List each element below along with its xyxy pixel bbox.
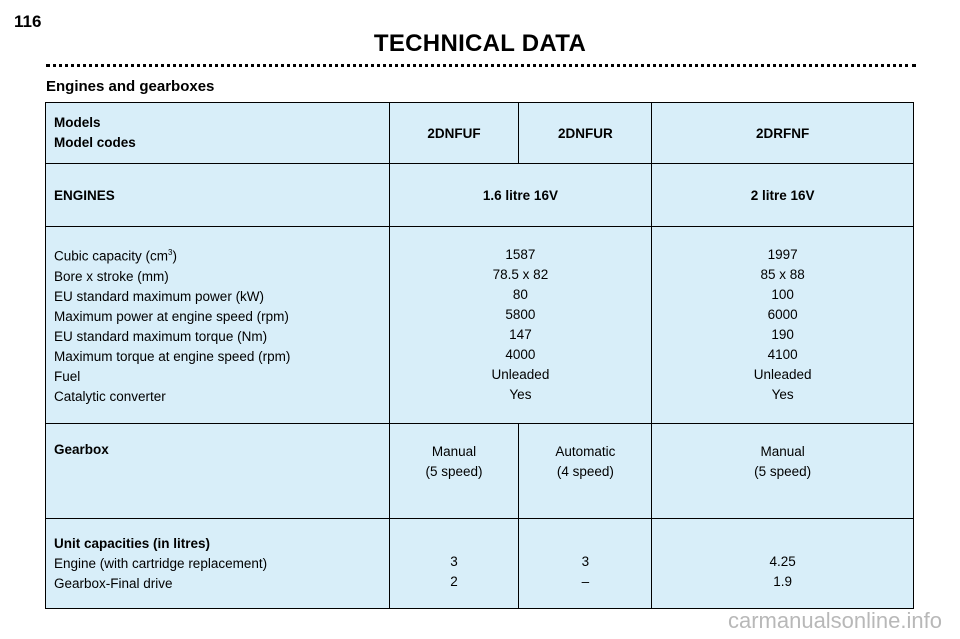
capacity-value: – — [581, 573, 590, 589]
page-title: TECHNICAL DATA — [373, 30, 587, 57]
gearbox-speeds: (4 speed) — [556, 464, 614, 479]
spec-value: 1587 — [505, 247, 536, 262]
capacity-label: Engine (with cartridge replacement) — [54, 555, 268, 571]
model-codes-row — [46, 103, 914, 164]
gearbox-type: Manual — [431, 444, 477, 459]
spec-value: Yes — [509, 387, 532, 402]
page-number: 116 — [14, 12, 42, 31]
engine-2-values-cell — [652, 227, 914, 424]
capacities-heading: Unit capacities (in litres) — [54, 535, 211, 551]
capacity-value: 3 — [581, 553, 590, 569]
spec-value: 4000 — [505, 347, 536, 362]
gearbox-type: Automatic — [555, 444, 616, 459]
superscript: 3 — [168, 248, 173, 258]
spec-label-close: ) — [172, 248, 177, 264]
spec-value: Unleaded — [491, 367, 550, 382]
gearbox-speeds: (5 speed) — [425, 464, 483, 479]
watermark: carmanualsonline.info — [727, 608, 942, 633]
capacities-col-2 — [519, 519, 652, 609]
gearbox-type: Manual — [760, 444, 805, 459]
engines-row — [46, 164, 914, 227]
gearbox-label: Gearbox — [46, 424, 390, 519]
spec-label: Maximum torque at engine speed (rpm) — [54, 348, 291, 364]
spec-value: 147 — [509, 327, 532, 342]
capacities-col-1 — [389, 519, 519, 609]
gearbox-col-1 — [389, 424, 519, 519]
spec-value: 4100 — [767, 347, 798, 362]
models-label-cell — [46, 103, 390, 164]
spec-value: 5800 — [505, 307, 536, 322]
capacities-col-3 — [652, 519, 914, 609]
spec-value: 78.5 x 82 — [492, 267, 549, 282]
dotted-divider — [46, 64, 916, 67]
section-title: Engines and gearboxes — [46, 78, 215, 95]
gearbox-speeds: (5 speed) — [754, 464, 812, 479]
spec-label: Catalytic converter — [54, 388, 166, 404]
spec-value: 190 — [771, 327, 794, 342]
spec-label: Fuel — [54, 368, 81, 384]
capacity-value: 2 — [450, 573, 458, 589]
spec-label: Maximum power at engine speed (rpm) — [54, 308, 289, 324]
spec-labels-cell — [46, 227, 390, 424]
spec-value: Yes — [771, 387, 794, 402]
spec-label: EU standard maximum torque (Nm) — [54, 328, 268, 344]
gearbox-col-3 — [652, 424, 914, 519]
capacity-value: 3 — [450, 553, 458, 569]
model-codes-label: Model codes — [54, 135, 136, 150]
gearbox-col-2 — [519, 424, 652, 519]
technical-data-table — [45, 102, 914, 609]
engine-specs-row — [46, 227, 914, 424]
spec-label — [54, 243, 389, 267]
capacity-value: 1.9 — [773, 573, 793, 589]
engine-2-name: 2 litre 16V — [652, 164, 914, 227]
capacity-label: Gearbox-Final drive — [54, 575, 173, 591]
engines-label: ENGINES — [46, 164, 390, 227]
spec-value: 6000 — [767, 307, 798, 322]
model-code-3: 2DRFNF — [652, 103, 914, 164]
gearbox-row — [46, 424, 914, 519]
spec-label-text: Cubic capacity (cm — [54, 248, 169, 264]
spec-value: Unleaded — [753, 367, 812, 382]
spec-value: 100 — [771, 287, 794, 302]
capacities-labels-cell — [46, 519, 390, 609]
capacity-value: 4.25 — [769, 553, 796, 569]
capacities-row — [46, 519, 914, 609]
spec-label: EU standard maximum power (kW) — [54, 288, 265, 304]
spec-value: 80 — [512, 287, 528, 302]
spec-label: Bore x stroke (mm) — [54, 268, 169, 284]
engine-1-name: 1.6 litre 16V — [389, 164, 652, 227]
spec-value: 85 x 88 — [760, 267, 805, 282]
model-code-2: 2DNFUR — [519, 103, 652, 164]
spec-value: 1997 — [767, 247, 798, 262]
engine-1-values-cell — [389, 227, 652, 424]
model-code-1: 2DNFUF — [389, 103, 519, 164]
models-label: Models — [54, 115, 101, 130]
